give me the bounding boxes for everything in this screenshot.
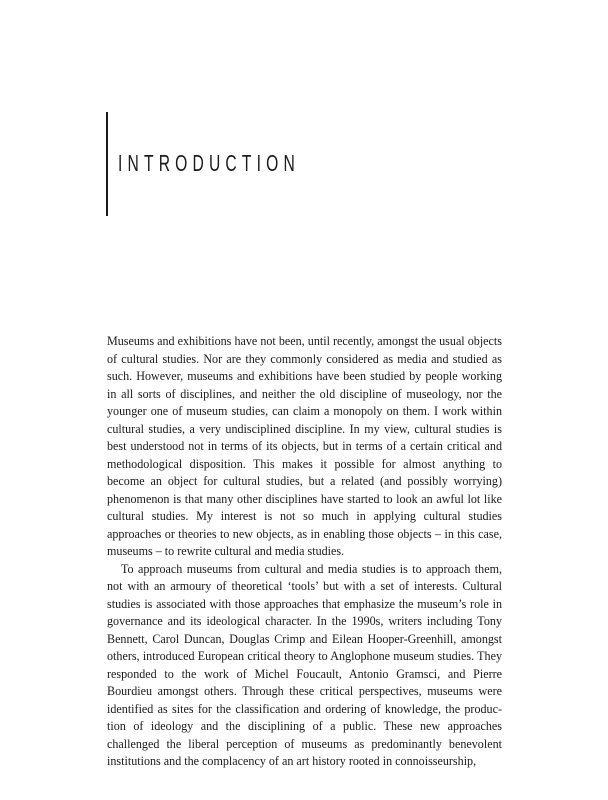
chapter-rule	[106, 112, 108, 216]
paragraph-2: To approach museums from cultural and media studies is to approach them, not with an armoury of theoretical ‘tools’ but with a set of interests. Cultural studies is associated with those approaches that emphasize the museum’s role in governance and its ideological character. In the 1990s, writers including Tony Bennett, Carol Duncan, Douglas Crimp and Eilean Hooper-Greenhill, amongst others, introduced European critical theory to Anglophone museum studies. They responded to the work of Michel Foucault, Antonio Gramsci, and Pierre Bourdieu amongst others. Through these critical perspectives, museums were identified as sites for the classification and ordering of knowledge, the production of ideology and the disciplining of a public. These new approaches challenged the liberal perception of museums as predominantly benevolent institutions and the complacency of an art history rooted in connoisseurship,	[107, 561, 502, 768]
chapter-title: INTRODUCTION	[118, 150, 300, 176]
body-text	[107, 333, 502, 771]
paragraph-1: Museums and exhibitions have not been, until recently, amongst the usual objects of cultural studies. Nor are they commonly considered as media and studied as such. However, museums and exhibitions have been studied by people working in all sorts of disciplines, and neither the old discipline of museology, nor the younger one of museum studies, can claim a monopoly on them. I work within cultural studies, a very undisciplined discipline. In my view, cultural studies is best understood not in terms of its objects, but in terms of a certain critical and methodological disposition. This makes it possible for almost anything to become an object for cultural studies, but a related (and possibly worrying) phenomenon is that many other disciplines have started to look an awful lot like cultural studies. My interest is not so much in applying cultural studies approaches or theories to new objects, as in enabling those objects – in this case, museums – to rewrite cultural and media studies.	[107, 334, 502, 558]
